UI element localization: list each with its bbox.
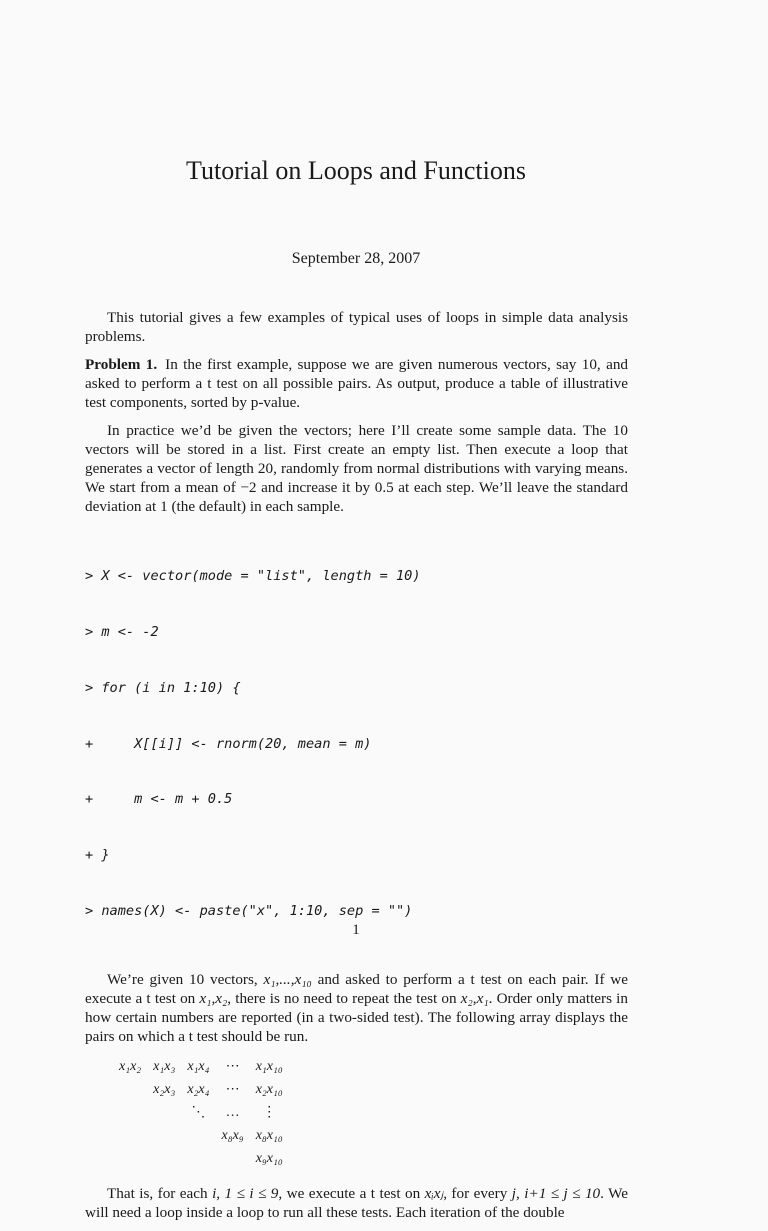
array-cell: ⋯: [225, 1058, 240, 1074]
math-pair: x₁,x₂: [199, 989, 228, 1007]
array-cell: x₂x₃: [153, 1081, 176, 1097]
array-cell: x₂x₁₀: [255, 1081, 283, 1097]
array-cell: x₁x₂: [119, 1058, 142, 1074]
text-run: We’re given 10 vectors,: [107, 970, 264, 988]
array-cell: ⋯: [225, 1081, 240, 1097]
math-j-range: j, i+1 ≤ j ≤ 10: [511, 1184, 601, 1202]
array-row: [113, 1078, 289, 1101]
array-row: [113, 1055, 289, 1078]
array-row: [113, 1147, 289, 1170]
array-cell: [147, 1147, 181, 1170]
code-line: > names(X) <- paste("x", 1:10, sep = ""): [85, 902, 413, 919]
document-title: Tutorial on Loops and Functions: [186, 156, 526, 185]
code-line: > for (i in 1:10) {: [85, 679, 241, 696]
code-line: + X[[i]] <- rnorm(20, mean = m): [85, 735, 372, 752]
array-cell: x₁x₃: [153, 1058, 176, 1074]
math-xixj: xᵢxⱼ: [424, 1184, 444, 1202]
text-run: . Order only matters in how certain numbers are reported (in a two-sided test). The following array displays the pairs on which a t test should be run.: [85, 989, 628, 1045]
sample-data-paragraph: In practice we’d be given the vectors; here I’ll create some sample data. The 10 vectors will be stored in a list. First create an empty list. Then execute a loop that generates a vector of length 20, randomly from normal distributions with varying means. We start from a mean of −2 and increase it by 0.5 at each step. We’ll leave the standard deviation at 1 (the default) in each sample.: [85, 422, 628, 515]
array-row: [113, 1101, 289, 1124]
code-line: > m <- -2: [85, 623, 159, 640]
array-cell: [113, 1124, 147, 1147]
loop-paragraph: [85, 1184, 628, 1222]
array-cell: [147, 1124, 181, 1147]
array-cell: [113, 1147, 147, 1170]
text-run: That is, for each: [107, 1184, 213, 1202]
array-cell: [147, 1101, 181, 1124]
array-cell: [181, 1124, 215, 1147]
math-i-range: i, 1 ≤ i ≤ 9: [212, 1184, 279, 1202]
code-block: [85, 530, 628, 958]
text-run: , there is no need to repeat the test on: [227, 989, 461, 1007]
text-run: , for every: [443, 1184, 512, 1202]
array-cell: [181, 1147, 215, 1170]
array-cell: x₁x₄: [187, 1058, 210, 1074]
document-body: [85, 308, 628, 1231]
intro-paragraph: This tutorial gives a few examples of typical uses of loops in simple data analysis problems.: [85, 309, 628, 345]
text-run: . We will need a loop inside a loop to run all these tests. Each iteration of the double: [85, 1184, 628, 1221]
array-cell: [113, 1101, 147, 1124]
array-cell: x₈x₉: [221, 1127, 244, 1143]
problem-paragraph: [85, 355, 628, 412]
pairs-paragraph: [85, 970, 628, 1046]
array-cell: ⋱: [191, 1104, 206, 1120]
pairs-array: [113, 1055, 628, 1170]
problem-text: In the first example, suppose we are given numerous vectors, say 10, and asked to perform a t test on all possible pairs. As output, produce a table of illustrative test components, sorted by p-value.: [85, 356, 629, 411]
math-pair-reversed: x₂,x₁: [460, 989, 489, 1007]
code-line: + }: [85, 847, 110, 864]
page-number: 1: [352, 922, 360, 938]
array-cell: [113, 1078, 147, 1101]
text-run: and asked to perform a t test on each pair. If we execute a t test on: [85, 970, 628, 1007]
code-line: > X <- vector(mode = "list", length = 10): [85, 568, 421, 585]
array-cell: …: [225, 1104, 240, 1120]
array-cell: [216, 1147, 250, 1170]
pairs-table: [113, 1055, 289, 1170]
array-cell: x₈x₁₀: [255, 1127, 283, 1143]
array-cell: x₉x₁₀: [255, 1150, 283, 1166]
problem-label: Problem 1.: [85, 356, 158, 373]
math-vectors: x₁,...,x₁₀: [263, 970, 312, 988]
document-date: September 28, 2007: [291, 250, 421, 267]
code-line: + m <- m + 0.5: [85, 791, 233, 808]
array-cell: x₁x₁₀: [255, 1058, 283, 1074]
array-cell: ⋮: [262, 1104, 277, 1120]
array-row: [113, 1124, 289, 1147]
array-cell: x₂x₄: [187, 1081, 210, 1097]
text-run: , we execute a t test on: [278, 1184, 425, 1202]
